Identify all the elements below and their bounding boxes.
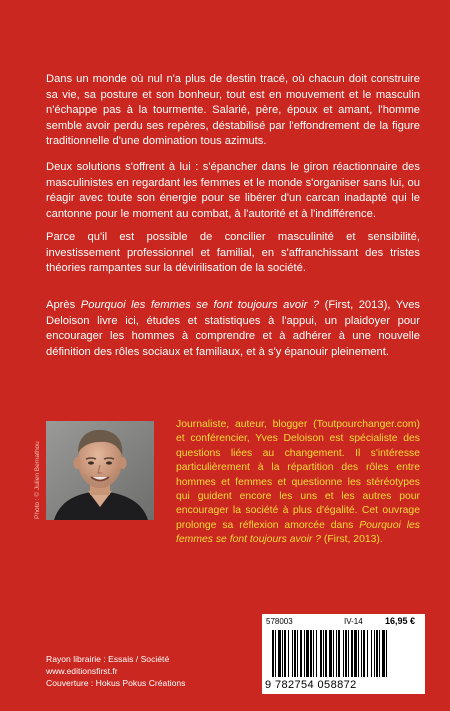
barcode-bar: [304, 630, 305, 677]
barcode-bar: [306, 630, 309, 677]
barcode-bar: [313, 630, 314, 677]
barcode-bar: [376, 630, 378, 677]
footer-website[interactable]: www.editionsfirst.fr: [46, 666, 118, 676]
blurb-paragraph-1: [46, 72, 420, 150]
barcode-bar: [379, 630, 380, 677]
barcode-bar: [367, 630, 368, 677]
blurb-paragraph-3: [46, 230, 420, 277]
barcode-bar: [272, 630, 274, 677]
barcode-bar: [297, 630, 298, 677]
author-photo: [46, 421, 154, 520]
barcode-bar: [358, 630, 359, 677]
barcode-bar: [325, 630, 327, 677]
barcode-bar: [333, 630, 334, 677]
barcode-bar: [294, 630, 296, 677]
author-bio: [176, 418, 420, 548]
barcode-digits: 9 782754 058872: [265, 679, 357, 691]
barcode-bar: [351, 630, 353, 677]
bio-book-title: Pourquoi les femmes se font toujours avoir ?: [176, 519, 420, 546]
barcode-bar: [300, 630, 302, 677]
author-bio-before: Journaliste, auteur, blogger (Toutpourchanger.com) et conférencier, Yves Deloison est spécialiste des questions liées au changement. Il s'intéresse particulièrement à la répartition des rôles entre hommes et femmes et questionne les stéréotypes qui guident encore les uns et les autres pour encourager la société à plus d'égalité. Cet ouvrage prolonge sa réflexion amorcée dans: [176, 419, 420, 531]
barcode-bar: [292, 630, 293, 677]
barcode-bar: [316, 630, 317, 677]
photo-credit: [34, 424, 42, 519]
photo-credit-text: Photo : © Julien Bernathou: [34, 441, 41, 519]
author-photo-illustration: [46, 421, 154, 520]
barcode-bar: [363, 630, 365, 677]
barcode-bar: [336, 630, 337, 677]
blurb-paragraph-2: [46, 160, 420, 222]
barcode-bar: [374, 630, 375, 677]
blurb-paragraph-3-text: Parce qu'il est possible de concilier masculinité et sensibilité, investissement professionnel et familial, en s'affranchissant des tristes théories rampantes sur la dévirilisation de la société.: [46, 231, 420, 275]
barcode-label: [262, 614, 425, 694]
barcode-price: 16,95 €: [385, 616, 416, 626]
barcode-bar: [354, 630, 357, 677]
barcode-bar: [329, 630, 332, 677]
footer-couverture: Couverture : Hokus Pokus Créations: [46, 678, 186, 688]
blurb-paragraph-4-before: Après: [46, 299, 81, 311]
blurb-paragraph-4-after: (First, 2013), Yves Deloison livre ici, études et statistiques à l'appui, un plaidoyer pour encourager les hommes à comprendre et à adhérer à une nouvelle définition des rôles sociaux et familiaux, et à s'y épanouir pleinement.: [46, 299, 421, 358]
barcode-bar: [345, 630, 347, 677]
barcode-bar: [386, 630, 387, 677]
footer-rayon: Rayon librairie : Essais / Société: [46, 654, 170, 664]
barcode-edition: IV-14: [344, 617, 363, 626]
barcode-bar: [284, 630, 286, 677]
barcode-bar: [343, 630, 344, 677]
barcode-bar: [278, 630, 281, 677]
barcode-bar: [323, 630, 324, 677]
barcode-bar: [338, 630, 340, 677]
barcode-bar: [275, 630, 276, 677]
barcode-bar: [361, 630, 362, 677]
barcode-bar: [371, 630, 372, 677]
barcode-bar: [382, 630, 385, 677]
blurb-paragraph-2-text: Deux solutions s'offrent à lui : s'épancher dans le giron réactionnaire des masculinistes en regardant les femmes et le monde s'organiser sans lui, ou réagir avec toute son énergie pour se libérer d'un carcan inadapté qui le cantonne pour le moment au combat, à l'autorité et à l'indifférence.: [46, 161, 420, 220]
previous-book-title: Pourquoi les femmes se font toujours avoir ?: [80, 299, 320, 311]
barcode-bar: [282, 630, 283, 677]
barcode-bar: [310, 630, 312, 677]
barcode-bar: [320, 630, 322, 677]
barcode-code: 578003: [266, 617, 293, 626]
blurb-paragraph-1-text: Dans un monde où nul n'a plus de destin tracé, où chacun doit construire sa vie, sa posture et son bonheur, tout est en mouvement et le masculin n'échappe pas à la tourmente. Salarié, père, époux et amant, l'homme semble avoir perdu ses repères, déstabilisé par l'effondrement de la figure traditionnelle d'une domination tous azimuts.: [46, 73, 420, 148]
author-bio-after: (First, 2013).: [320, 534, 383, 546]
barcode-bar: [348, 630, 349, 677]
blurb-paragraph-4: [46, 298, 420, 360]
barcode-bar: [288, 630, 289, 677]
